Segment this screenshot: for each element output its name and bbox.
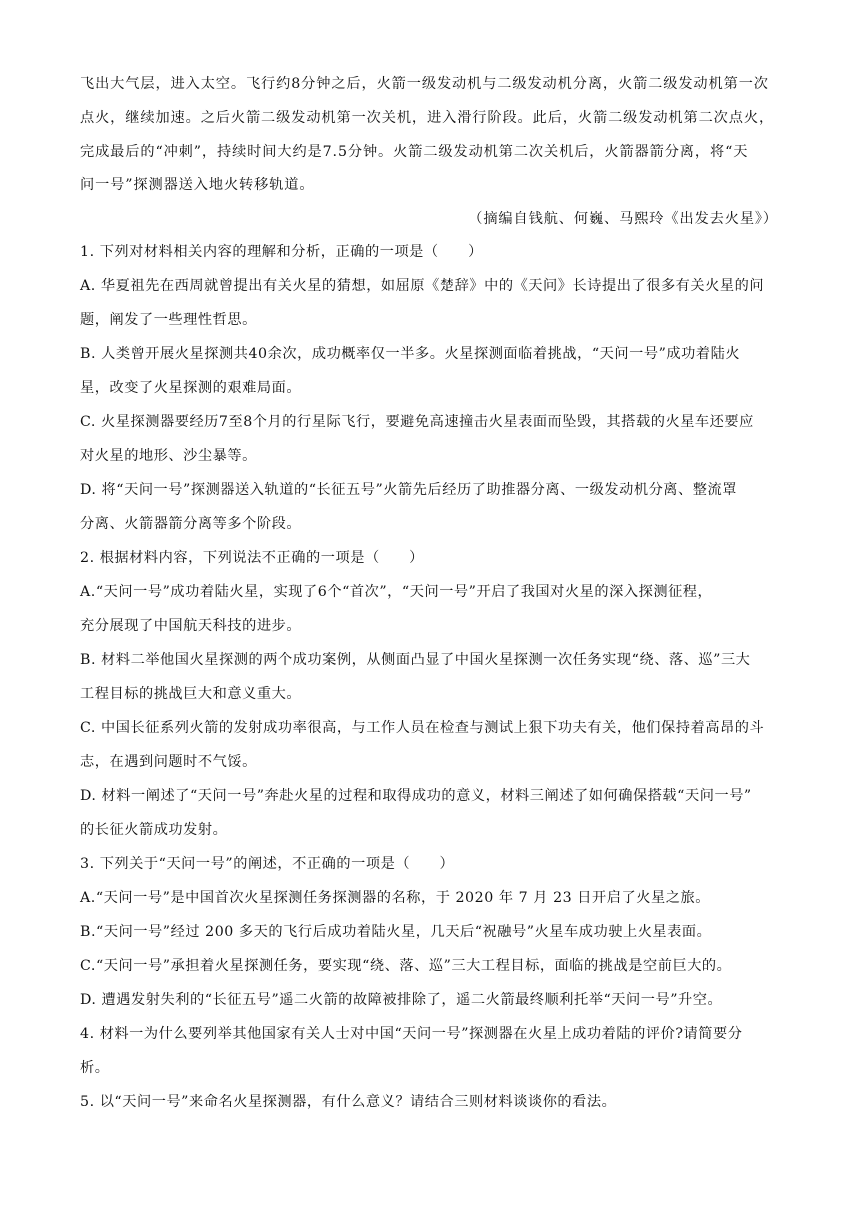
question-3-option-b: B.“天问一号”经过 200 多天的飞行后成功着陆火星，几天后“祝融号”火星车成功驶上火星表面。 <box>80 924 712 940</box>
question-3-option-a: A.“天问一号”是中国首次火星探测任务探测器的名称，于 2020 年 7 月 23 日开启了火星之旅。 <box>80 890 710 906</box>
question-1-option-d-cont: 分离、火箭器箭分离等多个阶段。 <box>80 516 302 532</box>
question-1-option-b-cont: 星，改变了火星探测的艰难局面。 <box>80 380 302 396</box>
question-3-option-c: C.“天问一号”承担着火星探测任务，要实现“绕、落、巡”三大工程目标，面临的挑战是空前巨大的。 <box>80 958 732 974</box>
question-4-stem: 4. 材料一为什么要列举其他国家有关人士对中国“天问一号”探测器在火星上成功着陆的评价?请简要分 <box>80 1026 743 1042</box>
question-2-option-a: A.“天问一号”成功着陆火星，实现了6个“首次”，“天问一号”开启了我国对火星的深入探测征程， <box>80 584 713 600</box>
passage-line-4: 问一号”探测器送入地火转移轨道。 <box>80 177 315 193</box>
question-2-option-b: B. 材料二举他国火星探测的两个成功案例，从侧面凸显了中国火星探测一次任务实现“绕、落、巡”三大 <box>80 652 751 668</box>
passage-line-3: 完成最后的“冲刺”，持续时间大约是7.5分钟。火箭二级发动机第二次关机后，火箭器箭分离，将“天 <box>80 144 749 160</box>
question-1-option-a: A. 华夏祖先在西周就曾提出有关火星的猜想，如屈原《楚辞》中的《天问》长诗提出了很多有关火星的问 <box>80 278 765 294</box>
question-2-option-d-cont: 的长征火箭成功发射。 <box>80 822 228 838</box>
question-1-option-b: B. 人类曾开展火星探测共40余次，成功概率仅一半多。火星探测面临着挑战，“天问一号”成功着陆火 <box>80 346 741 362</box>
question-3-stem: 3. 下列关于“天问一号”的阐述，不正确的一项是（ ） <box>80 856 455 872</box>
question-5-stem: 5. 以“天问一号”来命名火星探测器，有什么意义？请结合三则材料谈谈你的看法。 <box>80 1094 617 1110</box>
passage-source: （摘编自钱航、何巍、马熙玲《出发去火星》） <box>468 211 778 227</box>
question-2-stem: 2. 根据材料内容，下列说法不正确的一项是（ ） <box>80 550 424 566</box>
question-2-option-c-cont: 志，在遇到问题时不气馁。 <box>80 754 257 770</box>
question-1-stem: 1. 下列对材料相关内容的理解和分析，正确的一项是（ ） <box>80 244 483 260</box>
question-2-option-d: D. 材料一阐述了“天问一号”奔赴火星的过程和取得成功的意义，材料三阐述了如何确保搭载“天问一号” <box>80 788 752 804</box>
question-4-stem-cont: 析。 <box>80 1060 110 1076</box>
passage-line-1: 飞出大气层，进入太空。飞行约8分钟之后，火箭一级发动机与二级发动机分离，火箭二级发动机第一次 <box>80 76 769 92</box>
passage-line-2: 点火，继续加速。之后火箭二级发动机第一次关机，进入滑行阶段。此后，火箭二级发动机第二次点火， <box>80 110 775 126</box>
question-2-option-a-cont: 充分展现了中国航天科技的进步。 <box>80 618 302 634</box>
question-1-option-a-cont: 题，阐发了一些理性哲思。 <box>80 312 257 328</box>
question-1-option-d: D. 将“天问一号”探测器送入轨道的“长征五号”火箭先后经历了助推器分离、一级发动机分离、整流罩 <box>80 482 737 498</box>
question-1-option-c-cont: 对火星的地形、沙尘暴等。 <box>80 448 257 464</box>
question-2-option-c: C. 中国长征系列火箭的发射成功率很高，与工作人员在检查与测试上狠下功夫有关，他们保持着高昂的斗 <box>80 720 765 736</box>
question-2-option-b-cont: 工程目标的挑战巨大和意义重大。 <box>80 686 302 702</box>
question-1-option-c: C. 火星探测器要经历7至8个月的行星际飞行，要避免高速撞击火星表面而坠毁，其搭载的火星车还要应 <box>80 414 754 430</box>
question-3-option-d: D. 遭遇发射失利的“长征五号”遥二火箭的故障被排除了，遥二火箭最终顺利托举“天问一号”升空。 <box>80 992 723 1008</box>
